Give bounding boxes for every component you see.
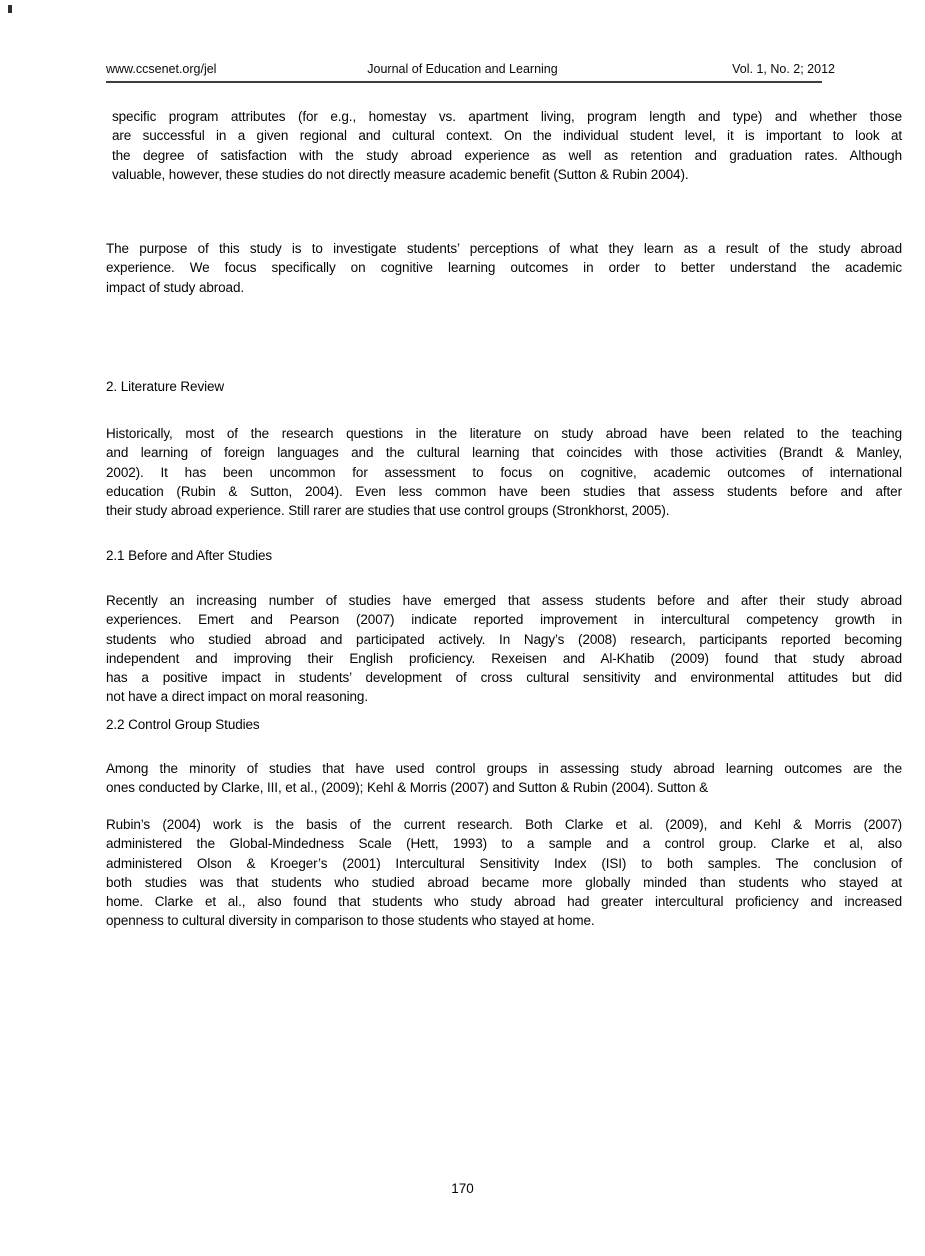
text-line: 2002). It has been uncommon for assessment to focus on cognitive, academic outcomes of international <box>106 464 902 480</box>
text-line: experiences. Emert and Pearson (2007) indicate reported improvement in intercultural competency growth in <box>106 612 902 628</box>
text-line: students who studied abroad and participated actively. In Nagy’s (2008) research, participants reported becoming <box>106 631 902 647</box>
text-line: are successful in a given regional and cultural context. On the individual student level, it is important to look at <box>112 128 902 144</box>
text-line: Historically, most of the research questions in the literature on study abroad have been related to the teaching <box>106 426 902 441</box>
header-journal-url: www.ccsenet.org/jel <box>106 62 217 76</box>
text-line: The purpose of this study is to investigate students’ perceptions of what they learn as a result of the study abroad <box>106 241 902 256</box>
heading-before-and-after-studies: 2.1 Before and After Studies <box>106 548 273 563</box>
paragraph-before-after-studies <box>106 591 902 707</box>
text-line: independent and improving their English proficiency. Rexeisen and Al-Khatib (2009) found that study abroad <box>106 650 902 666</box>
heading-control-group-studies: 2.2 Control Group Studies <box>106 717 260 732</box>
text-line: administered Olson & Kroeger’s (2001) Intercultural Sensitivity Index (ISI) to both samples. The conclusion of <box>106 855 902 871</box>
paragraph-program-attributes <box>112 107 902 184</box>
text-line: ones conducted by Clarke, III, et al., (2009); Kehl & Morris (2007) and Sutton & Rubin (2004). Sutton & <box>106 780 709 796</box>
text-line: Among the minority of studies that have used control groups in assessing study abroad learning outcomes are the <box>106 761 902 776</box>
paragraph-purpose-of-study <box>106 239 902 297</box>
paragraph-rubins-work <box>106 815 902 931</box>
text-line: Rubin’s (2004) work is the basis of the current research. Both Clarke et al. (2009), and Kehl & Morris (2007) <box>106 817 902 832</box>
header-journal-title: Journal of Education and Learning <box>367 62 558 76</box>
text-line: specific program attributes (for e.g., homestay vs. apartment living, program length and type) and whether those <box>112 109 902 124</box>
text-line: their study abroad experience. Still rarer are studies that use control groups (Stronkhorst, 2005). <box>106 503 670 518</box>
text-line: both studies was that students who studied abroad became more globally minded than students who stayed at <box>106 874 902 890</box>
heading-literature-review: 2. Literature Review <box>106 379 225 394</box>
text-line: Recently an increasing number of studies have emerged that assess students before and after their study abroad <box>106 593 902 608</box>
text-line: and learning of foreign languages and the cultural learning that coincides with those activities (Brandt & Manley, <box>106 445 902 461</box>
header-volume-info: Vol. 1, No. 2; 2012 <box>732 62 835 76</box>
text-line: has a positive impact in students’ development of cross cultural sensitivity and environmental attitudes but did <box>106 670 902 685</box>
header-rule <box>106 81 822 83</box>
paragraph-control-groups-intro <box>106 759 902 798</box>
text-line: openness to cultural diversity in comparison to those students who stayed at home. <box>106 913 595 929</box>
text-line: education (Rubin & Sutton, 2004). Even less common have been studies that assess students before and after <box>106 483 902 499</box>
text-line: experience. We focus specifically on cognitive learning outcomes in order to better understand the academic <box>106 260 902 276</box>
text-line: the degree of satisfaction with the study abroad experience as well as retention and graduation rates. Although <box>112 147 902 163</box>
text-line: administered the Global-Mindedness Scale (Hett, 1993) to a sample and a control group. Clarke et al, also <box>106 836 902 852</box>
page-number: 170 <box>451 1181 474 1196</box>
scan-artifact <box>8 5 12 13</box>
text-line: valuable, however, these studies do not directly measure academic benefit (Sutton & Rubin 2004). <box>112 166 689 182</box>
text-line: not have a direct impact on moral reasoning. <box>106 689 368 705</box>
text-line: home. Clarke et al., also found that students who study abroad had greater intercultural proficiency and increased <box>106 894 902 909</box>
text-line: impact of study abroad. <box>106 279 245 295</box>
paragraph-historically <box>106 424 902 520</box>
